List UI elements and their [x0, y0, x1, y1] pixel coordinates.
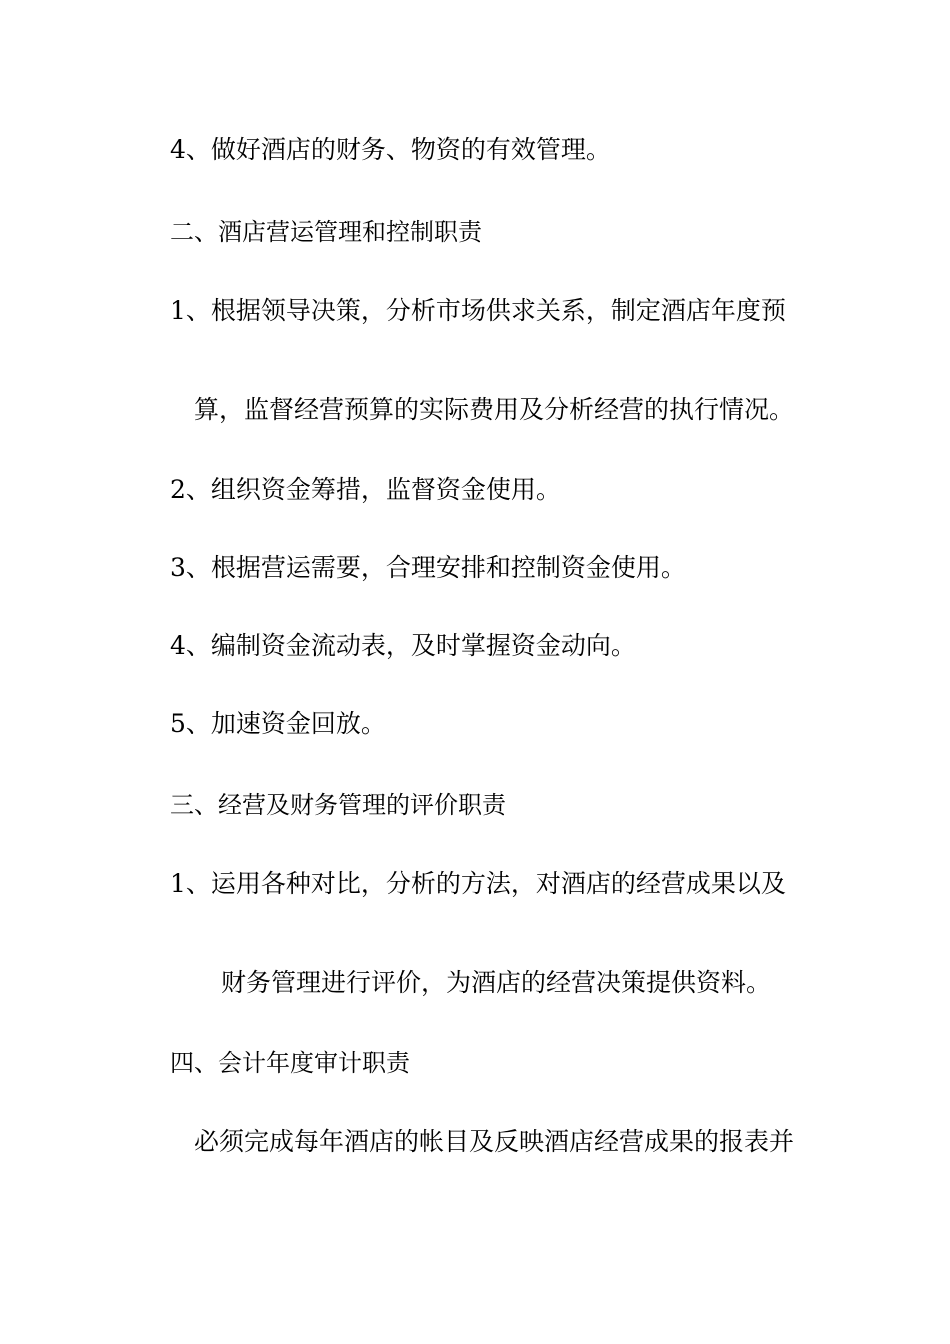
paragraph-item-3-fund-arrangement: 3、根据营运需要，合理安排和控制资金使用。 — [170, 553, 686, 582]
paragraph-item-4-cash-flow: 4、编制资金流动表，及时掌握资金动向。 — [170, 631, 636, 660]
paragraph-item-1-budget-continued: 算，监督经营预算的实际费用及分析经营的执行情况。 — [194, 395, 795, 424]
paragraph-item-1-evaluation: 1、运用各种对比，分析的方法，对酒店的经营成果以及 — [170, 869, 786, 898]
paragraph-item-1-evaluation-continued: 财务管理进行评价，为酒店的经营决策提供资料。 — [221, 968, 772, 997]
paragraph-audit-duty: 必须完成每年酒店的帐目及反映酒店经营成果的报表并 — [194, 1127, 795, 1156]
paragraph-item-2-funding: 2、组织资金筹措，监督资金使用。 — [170, 475, 561, 504]
paragraph-item-4-financial-management: 4、做好酒店的财务、物资的有效管理。 — [170, 135, 611, 164]
section-heading-2: 二、酒店营运管理和控制职责 — [170, 218, 482, 246]
paragraph-item-1-budget: 1、根据领导决策，分析市场供求关系，制定酒店年度预 — [170, 296, 786, 325]
section-heading-4: 四、会计年度审计职责 — [170, 1049, 410, 1077]
section-heading-3: 三、经营及财务管理的评价职责 — [170, 791, 506, 819]
paragraph-item-5-fund-return: 5、加速资金回放。 — [170, 709, 386, 738]
